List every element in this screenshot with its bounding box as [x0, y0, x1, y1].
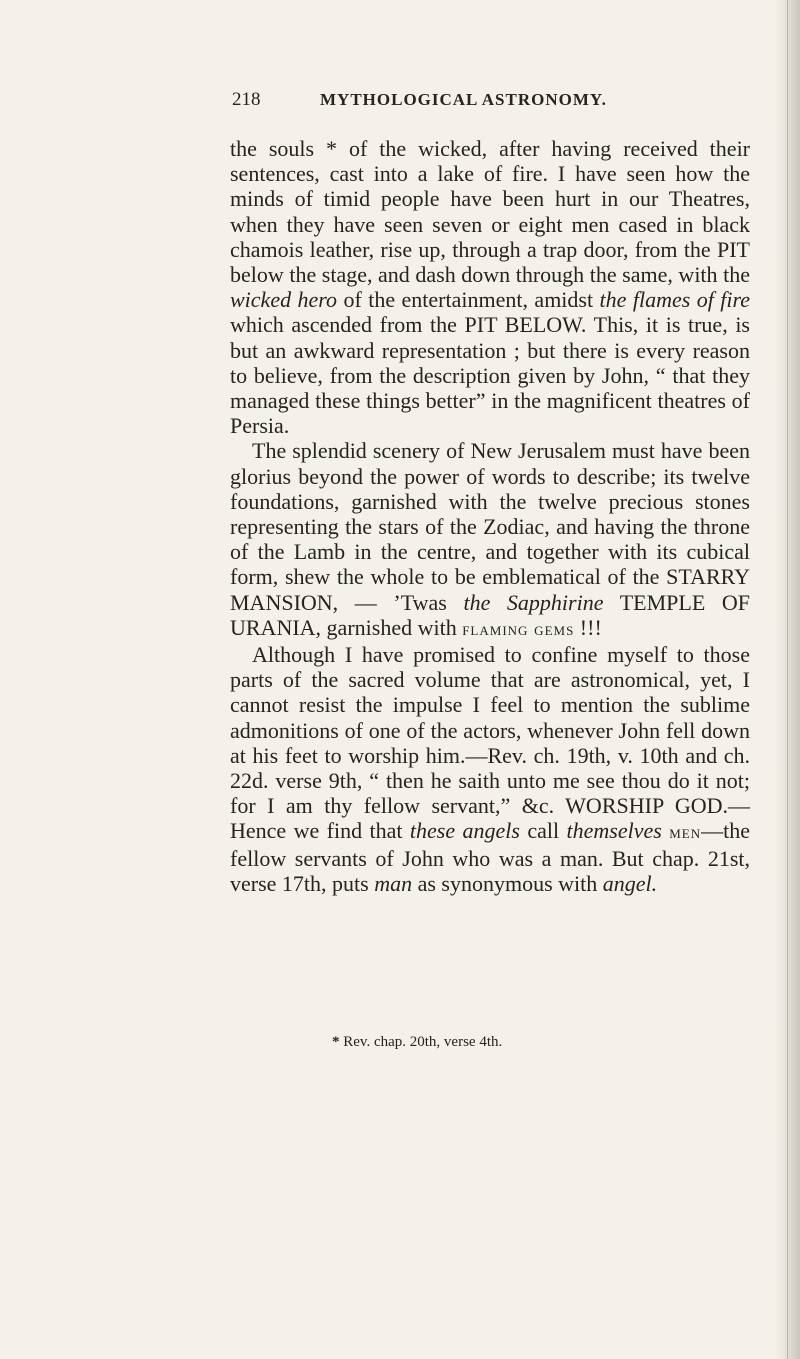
text: The splendid scenery of New Jerusalem must have been glorius beyond the power of words to describe; its twelve foundations, garnished with the twelve precious stones representing the stars of the Zodiac, and having the throne of the Lamb in the centre, and together with its cubical form, shew the whole to be emblematical of the STARRY MANSION, — ’Twas — [230, 438, 750, 615]
small-caps-text: flaming gems — [462, 618, 575, 640]
text: call — [527, 818, 560, 844]
footnote-mark: * — [332, 1034, 340, 1050]
paragraph-2 — [230, 438, 750, 642]
text: TEMPLE OF URANIA, garnished with — [230, 589, 750, 640]
text: of the wicked, after having received their sentences, cast into a lake of fire. I have seen how the minds of timid people have been hurt in our Theatres, when they have seen seven or eight men cased in black chamois leather, rise up, through a trap door, from the PIT below the stage, and dash down through the same, with the — [230, 136, 751, 288]
page-edge — [774, 0, 800, 1359]
text: Although I have promised to confine myself to those parts of the sacred volume that are astronomical, yet, I cannot resist the impulse I feel to mention the sublime admonitions of one of the actors, whenever John fell down at his feet to worship him.—Rev. ch. 19th, v. 10th and ch. 22d. verse 9th, “ then he saith unto me see thou do it not; for I am thy fellow servant,” &c. WORSHIP GOD.—Hence we find that — [230, 642, 750, 844]
footnote — [332, 1033, 752, 1051]
emphasis: man — [374, 870, 413, 896]
text: —the fellow servants of John who was a man. But chap. 21st, verse 17th, puts — [230, 818, 750, 896]
footnote-text: Rev. chap. 20th, verse 4th. — [343, 1034, 503, 1050]
text: as synonymous with — [417, 870, 598, 896]
emphasis: angel. — [602, 870, 658, 896]
paragraph-1 — [230, 136, 750, 438]
page-number: 218 — [232, 89, 261, 110]
text: !!! — [579, 614, 602, 640]
small-caps-text: men — [669, 822, 702, 844]
text: the souls — [230, 136, 315, 161]
emphasis: the flames of fire — [599, 287, 751, 313]
footnote-reference: * — [326, 136, 338, 161]
page-body — [230, 136, 750, 896]
paragraph-3 — [230, 642, 750, 896]
page-edge-line — [787, 0, 788, 1359]
page-header — [232, 89, 752, 115]
emphasis: wicked hero — [230, 287, 338, 313]
text: of the entertainment, amidst — [343, 287, 594, 313]
emphasis: these angels — [409, 818, 520, 844]
emphasis: themselves — [566, 818, 662, 844]
running-title: MYTHOLOGICAL ASTRONOMY. — [320, 90, 607, 109]
text: which ascended from the PIT BELOW. This, it is true, is but an awkward representation ; but there is every reason to believe, from the description given by John, “ that they managed these things better” in the magnificent theatres of Persia. — [230, 312, 750, 439]
emphasis: the Sapphirine — [463, 589, 604, 615]
